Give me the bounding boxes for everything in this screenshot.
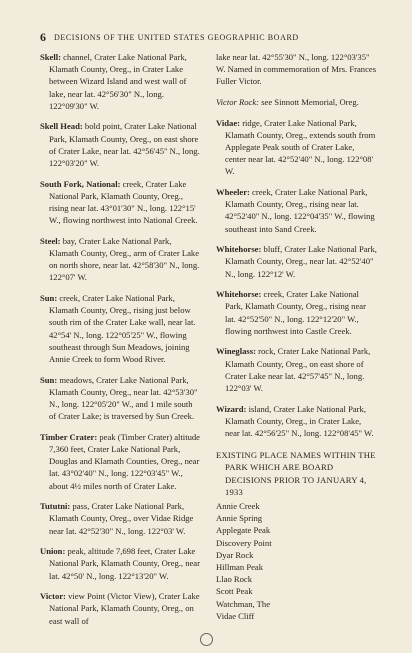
page-bottom-circle xyxy=(200,633,213,646)
gazetteer-entry xyxy=(216,403,377,440)
entry-name: Vidae: xyxy=(216,117,241,128)
gazetteer-entry xyxy=(40,51,201,112)
existing-name-item: Llao Rock xyxy=(216,574,253,585)
entry-description: bay, Crater Lake National Park, Klamath County, Oreg., arm of Crater Lake on north shore, near lat. 42°58'30" N., long. 122°07' W. xyxy=(49,235,200,283)
entry-description: island, Crater Lake National Park, Klamath County, Oreg., in Crater Lake, near lat. 42°56'25" N., long. 122°08'45" W. xyxy=(225,403,374,439)
existing-name-item: Annie Spring xyxy=(216,513,263,524)
entry-name: Skell Head: xyxy=(40,121,83,132)
existing-name-item: Hillman Peak xyxy=(216,562,264,573)
entry-name: Tututni: xyxy=(40,501,71,512)
running-header xyxy=(40,30,380,45)
entry-name: Wizard: xyxy=(216,403,247,414)
gazetteer-entry xyxy=(216,288,377,337)
gazetteer-entry xyxy=(216,345,377,394)
entry-name: Wheeler: xyxy=(216,187,250,197)
entry-description: bluff, Crater Lake National Park, Klamath County, Oreg., near lat. 42°52'40" N., long. 122°12' W. xyxy=(225,244,377,279)
gazetteer-entry xyxy=(40,590,201,627)
entry-name: Whitehorse: xyxy=(216,244,262,255)
existing-name-item: Watchman, The xyxy=(216,598,271,609)
entry-description: creek, Crater Lake National Park, Klamath County, Oreg., rising just below south rim of the Crater Lake wall, near lat. 42°54' N., long. 122°05'25" W., flowing southeast through Sun Meadows, joining Annie Creek to form Wood River. xyxy=(49,293,196,365)
gazetteer-entry xyxy=(40,292,201,365)
entry-name: Sun: xyxy=(40,374,58,385)
entry-description: pass, Crater Lake National Park, Klamath County, Oreg., over Vidae Ridge near lat. 42°52'30" N., long. 122°03' W. xyxy=(49,501,194,536)
entry-description: creek, Crater Lake National Park, Klamath County, Oreg., rising near lat. 42°52'50" N., long. 122°12'20" W., flowing northwest into Castle Creek. xyxy=(225,289,366,336)
entry-name: Timber Crater: xyxy=(40,431,98,442)
existing-name-item: Dyar Rock xyxy=(216,549,254,560)
right-column xyxy=(216,51,377,622)
entry-description: view Point (Victor View), Crater Lake National Park, Klamath County, Oreg., on east wall of xyxy=(49,591,200,626)
entry-name: Whitehorse: xyxy=(216,289,262,300)
entry-name: Wineglass: xyxy=(216,346,256,357)
entry-description: channel, Crater Lake National Park, Klamath County, Oreg., in Crater Lake between Wizard Island and west wall of lake, near lat. 42°56'30" N., long. 122°09'30" W. xyxy=(49,52,187,111)
gazetteer-entry xyxy=(40,374,201,423)
section-heading: EXISTING PLACE NAMES WITHIN THE PARK WHICH ARE BOARD DECISIONS PRIOR TO JANUARY 4, 1933 xyxy=(216,450,376,497)
gazetteer-entry xyxy=(216,117,377,178)
running-title: DECISIONS OF THE UNITED STATES GEOGRAPHIC BOARD xyxy=(54,33,299,42)
existing-name-item: Scott Peak xyxy=(216,586,253,597)
entry-description: see Sinnott Memorial, Oreg. xyxy=(261,97,359,107)
existing-name-item: Vidae Cliff xyxy=(216,610,255,621)
gazetteer-entry xyxy=(40,235,201,284)
gazetteer-entry xyxy=(216,96,377,108)
entry-description: peak (Timber Crater) altitude 7,360 feet, Crater Lake National Park, Douglas and Klamath Counties, Oreg., near lat. 43°02'40" N., long. 122°03'45" W., about 4½ miles north of Crater Lake. xyxy=(49,431,200,491)
entry-description: rock, Crater Lake National Park, Klamath County, Oreg., on east shore of Crater Lake near lat. 42°57'45" N., long. 122°03' W. xyxy=(225,346,371,394)
existing-names-list xyxy=(216,500,377,622)
gazetteer-entry xyxy=(216,51,377,88)
entry-description: creek, Crater Lake National Park, Klamath County, Oreg., rising near lat. 42°52'40" N., long. 122°04'35" W., flowing southeast into Sand Creek. xyxy=(225,187,375,234)
entry-name: Victor: xyxy=(40,591,66,602)
entry-name: Union: xyxy=(40,546,66,557)
entry-name: South Fork, National: xyxy=(40,178,121,189)
gazetteer-entry xyxy=(216,186,377,235)
gazetteer-entry xyxy=(40,431,201,492)
existing-name-item: Annie Creek xyxy=(216,501,260,512)
existing-name-item: Discovery Point xyxy=(216,537,272,548)
entry-variant-name: Victor Rock: xyxy=(216,97,260,107)
left-column xyxy=(40,51,201,635)
entry-description: peak, altitude 7,698 feet, Crater Lake National Park, Klamath County, Oreg., near lat. 42°50' N., long. 122°13'20" W. xyxy=(49,546,200,581)
entry-description: creek, Crater Lake National Park, Klamath County, Oreg., rising near lat. 43°01'30" N., long. 122°15' W., flowing northwest into National Creek. xyxy=(49,178,198,226)
page-number: 6 xyxy=(40,30,46,44)
existing-name-item: Applegate Peak xyxy=(216,525,271,536)
gazetteer-entry xyxy=(40,545,201,582)
entry-name: Skell: xyxy=(40,52,62,62)
entry-description: lake near lat. 42°55'30" N., long. 122°03'35" W. Named in commemoration of Mrs. Frances Fuller Victor. xyxy=(216,52,377,87)
gazetteer-entry xyxy=(40,178,201,227)
gazetteer-entry xyxy=(40,500,201,537)
entry-name: Steel: xyxy=(40,235,61,246)
entry-description: ridge, Crater Lake National Park, Klamath County, Oreg., extends south from Applegate Peak south of Crater Lake, center near lat. 42°52'40" N., long. 122°08' W. xyxy=(225,117,376,177)
gazetteer-entry xyxy=(40,120,201,169)
entry-name: Sun: xyxy=(40,293,58,304)
entry-description: meadows, Crater Lake National Park, Klamath County, Oreg., near lat. 42°53'30" N., long. 122°05'20" W., and 1 mile south of Crater Lake; is traversed by Sun Creek. xyxy=(49,374,198,422)
entry-description: bold point, Crater Lake National Park, Klamath County, Oreg., on east shore of Crater Lake, near lat. 42°56'45" N., long. 122°03'20" W. xyxy=(49,121,200,169)
gazetteer-entry xyxy=(216,243,377,280)
